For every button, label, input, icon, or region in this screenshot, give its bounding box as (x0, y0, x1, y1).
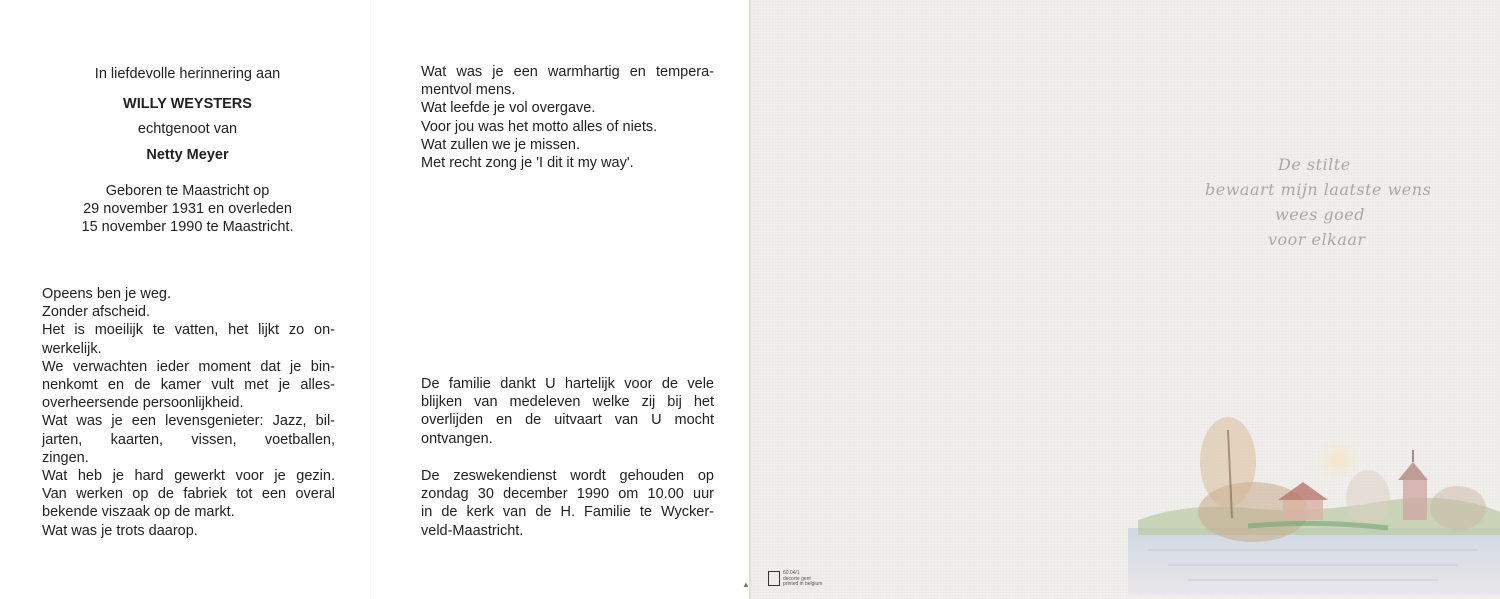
poem-line: Van werken op de fabriek tot een overal (42, 486, 335, 503)
death-line: 15 november 1990 te Maastricht. (81, 219, 294, 235)
corner-mark-icon: ▲ (742, 580, 750, 589)
thanks-line: ontvangen. (421, 430, 493, 447)
verse-line: Voor jou was het motto alles of niets. (421, 118, 658, 135)
verse-line: Wat was je een warmhartig en tempera- (421, 64, 714, 80)
poem-line: Opeens ben je weg. (42, 286, 171, 302)
printer-name: decorte gent (783, 575, 811, 582)
relation-text: echtgenoot van (137, 121, 238, 137)
printer-mark (768, 571, 822, 588)
birth-line: 29 november 1931 en overleden (83, 201, 292, 217)
poem-line: jarten, kaarten, vissen, voetballen, (42, 431, 335, 448)
verse-line: Wat leefde je vol overgave. (421, 100, 596, 117)
poem-line: nenkomt en de kamer vult met je alles- (42, 377, 335, 394)
poem-line: overheersende persoonlijkheid. (42, 395, 244, 412)
quote-line: voor elkaar (1268, 230, 1366, 249)
church-tower (1403, 480, 1427, 520)
quote-line: bewaart mijn laatste wens (1205, 180, 1432, 199)
poem-line: zingen. (42, 449, 89, 466)
poem-line: werkelijk. (42, 340, 102, 357)
quote-line: wees goed (1275, 205, 1366, 224)
house-wall (1283, 500, 1323, 520)
thanks-line: blijken van medeleven welke zij bij het (421, 394, 714, 411)
service-line: in de kerk van de H. Familie te Wycker- (421, 504, 714, 521)
landscape-illustration (1128, 390, 1500, 595)
water (1128, 528, 1500, 595)
memorial-poem (42, 285, 335, 540)
poem-line: Wat was je trots daarop. (42, 522, 198, 539)
quote-block (1170, 152, 1470, 252)
sun-glow (1316, 438, 1360, 482)
poem-line: Zonder afscheid. (42, 304, 151, 321)
service-line: zondag 30 december 1990 om 10.00 uur (421, 486, 714, 503)
bushes (1430, 486, 1486, 530)
bare-tree (1346, 470, 1390, 526)
church-roof (1398, 462, 1428, 480)
printer-logo-icon (768, 571, 780, 586)
poem-line: Het is moeilijk te vatten, het lijkt zo on- (42, 322, 335, 339)
spouse-name: Netty Meyer (146, 147, 229, 163)
thanks-block (421, 375, 714, 448)
quote-line: De stilte (1278, 155, 1351, 174)
verse-line: Wat zullen we je missen. (421, 136, 581, 153)
printer-country: printed in belgium (783, 581, 823, 587)
verse-line: Met recht zong je 'I dit it my way'. (421, 155, 634, 172)
poem-line: Wat heb je hard gewerkt voor je gezin. (42, 468, 335, 485)
service-line: De zeswekendienst wordt gehouden op (421, 468, 714, 484)
verse-block (421, 63, 714, 172)
thanks-line: overlijden en de uitvaart van U mocht (421, 412, 714, 429)
verse-line: mentvol mens. (421, 82, 516, 99)
service-block (421, 467, 714, 540)
deceased-name: WILLY WEYSTERS (123, 96, 252, 112)
memorial-heading: In liefdevolle herinnering aan (94, 66, 281, 82)
fold-line (370, 0, 371, 599)
printer-code: 60.04/1 (783, 570, 800, 576)
poem-line: We verwachten ieder moment dat je bin- (42, 358, 335, 375)
poem-line: Wat was je een levensgenieter: Jazz, bil- (42, 413, 335, 430)
service-line: veld-Maastricht. (421, 522, 524, 539)
birth-death-block (40, 182, 335, 236)
poem-line: bekende viszaak op de markt. (42, 504, 235, 521)
thanks-line: De familie dankt U hartelijk voor de vele (421, 376, 714, 392)
birth-line: Geboren te Maastricht op (105, 183, 270, 199)
